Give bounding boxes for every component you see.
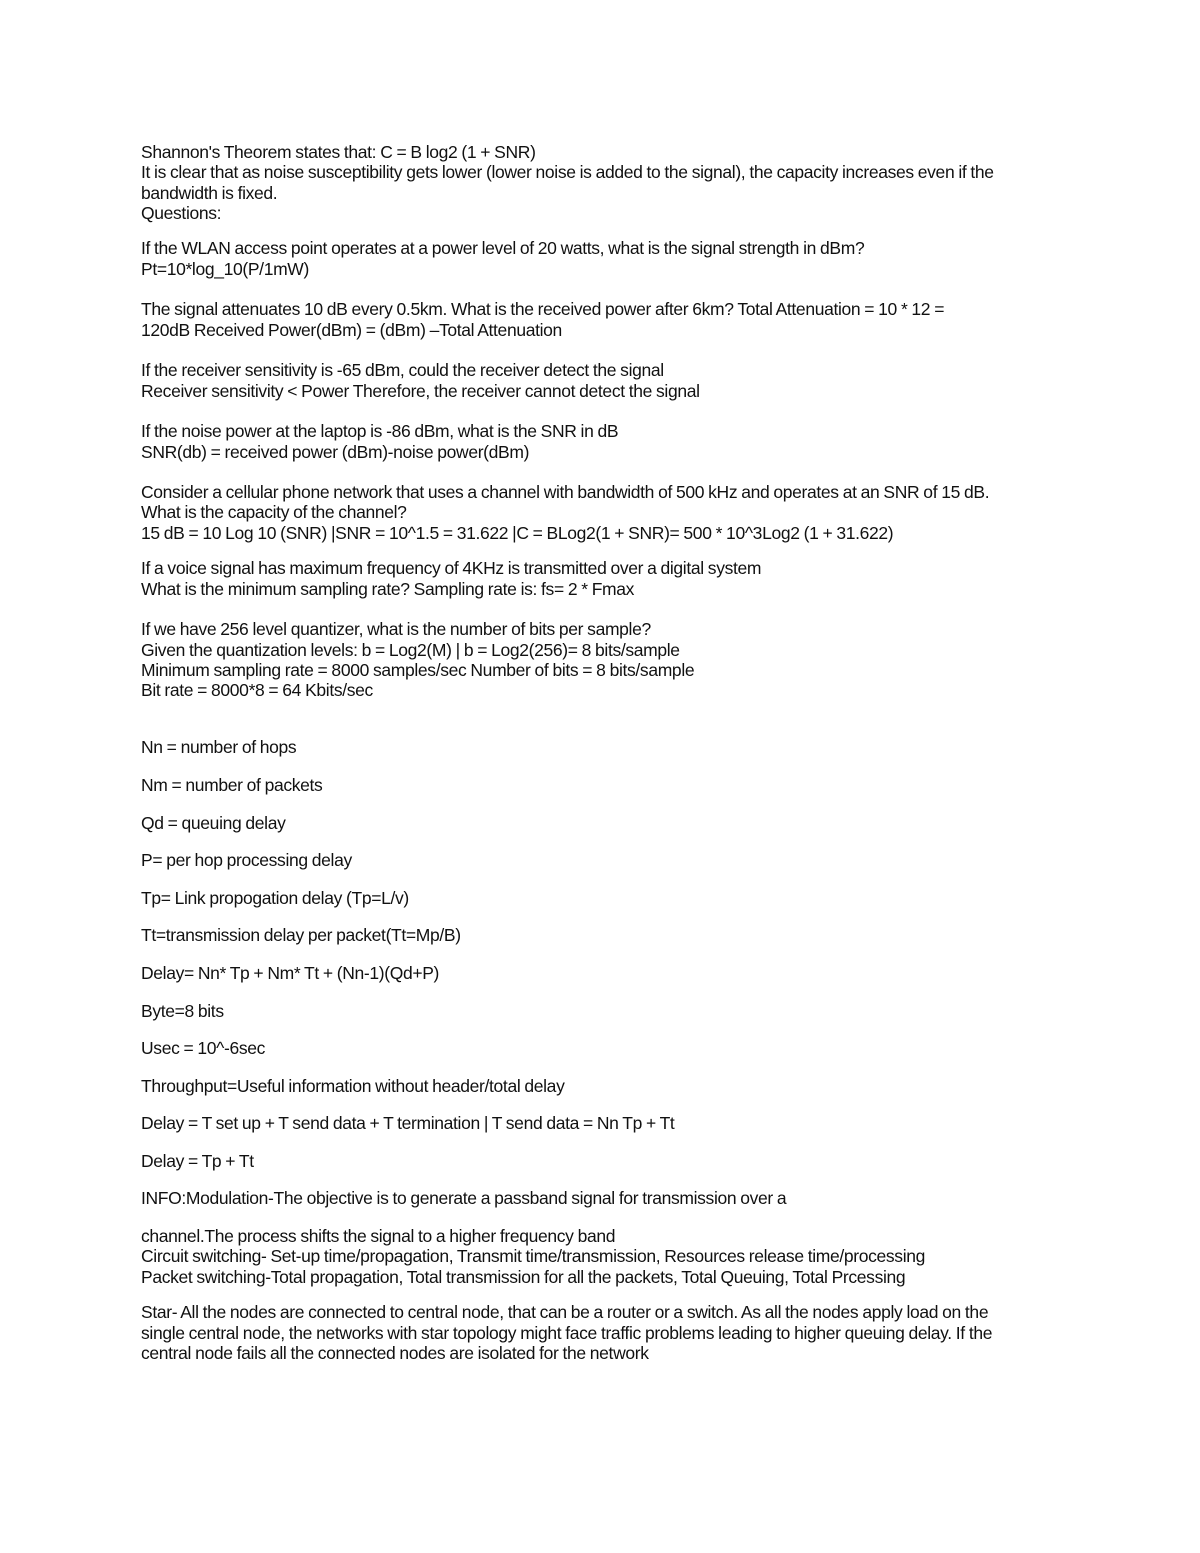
- answer-quantizer-line-1: Given the quantization levels: b = Log2(M) | b = Log2(256)= 8 bits/sample: [141, 640, 680, 660]
- shannon-statement: Shannon's Theorem states that: C = B log2 (1 + SNR): [141, 142, 536, 162]
- star-topology-line-3: central node fails all the connected nodes are isolated for the network: [141, 1343, 649, 1363]
- question-receiver-sensitivity: If the receiver sensitivity is -65 dBm, could the receiver detect the signal: [141, 360, 664, 380]
- question-attenuation-line-1: The signal attenuates 10 dB every 0.5km. What is the received power after 6km? Total Attenuation = 10 * 12 =: [141, 299, 945, 319]
- shannon-explanation-line-1: It is clear that as noise susceptibility gets lower (lower noise is added to the signal), the capacity increases even if the: [141, 162, 994, 182]
- questions-heading: Questions:: [141, 203, 222, 223]
- definition-tt: Tt=transmission delay per packet(Tt=Mp/B): [141, 925, 461, 945]
- question-attenuation-line-2: 120dB Received Power(dBm) = (dBm) –Total Attenuation: [141, 320, 562, 340]
- circuit-switching: Circuit switching- Set-up time/propagation, Transmit time/transmission, Resources release time/processing: [141, 1246, 926, 1266]
- info-modulation-line-2: channel.The process shifts the signal to a higher frequency band: [141, 1226, 616, 1246]
- definition-throughput: Throughput=Useful information without header/total delay: [141, 1076, 565, 1096]
- formula-delay-setup: Delay = T set up + T send data + T termination | T send data = Nn Tp + Tt: [141, 1113, 675, 1133]
- definition-qd: Qd = queuing delay: [141, 813, 286, 833]
- answer-quantizer-line-2: Minimum sampling rate = 8000 samples/sec Number of bits = 8 bits/sample: [141, 660, 695, 680]
- definition-nm: Nm = number of packets: [141, 775, 323, 795]
- definition-tp: Tp= Link propogation delay (Tp=L/v): [141, 888, 409, 908]
- definition-p: P= per hop processing delay: [141, 850, 352, 870]
- packet-switching: Packet switching-Total propagation, Total transmission for all the packets, Total Queuing, Total Prcessing: [141, 1267, 906, 1287]
- definition-usec: Usec = 10^-6sec: [141, 1038, 266, 1058]
- star-topology-line-1: Star- All the nodes are connected to central node, that can be a router or a switch. As all the nodes apply load on the: [141, 1302, 989, 1322]
- star-topology-line-2: single central node, the networks with star topology might face traffic problems leading to higher queuing delay. If the: [141, 1323, 993, 1343]
- definition-byte: Byte=8 bits: [141, 1001, 224, 1021]
- question-signal-strength: If the WLAN access point operates at a power level of 20 watts, what is the signal strength in dBm?: [141, 238, 865, 258]
- answer-quantizer-line-3: Bit rate = 8000*8 = 64 Kbits/sec: [141, 680, 373, 700]
- definition-nn: Nn = number of hops: [141, 737, 297, 757]
- answer-receiver-sensitivity: Receiver sensitivity < Power Therefore, the receiver cannot detect the signal: [141, 381, 700, 401]
- answer-sampling: What is the minimum sampling rate? Sampling rate is: fs= 2 * Fmax: [141, 579, 635, 599]
- question-sampling: If a voice signal has maximum frequency of 4KHz is transmitted over a digital system: [141, 558, 762, 578]
- info-modulation-line-1: INFO:Modulation-The objective is to generate a passband signal for transmission over a: [141, 1188, 787, 1208]
- shannon-explanation-line-2: bandwidth is fixed.: [141, 183, 278, 203]
- answer-signal-strength: Pt=10*log_10(P/1mW): [141, 259, 309, 279]
- formula-delay-simple: Delay = Tp + Tt: [141, 1151, 254, 1171]
- question-channel-capacity-line-2: What is the capacity of the channel?: [141, 502, 407, 522]
- question-quantizer: If we have 256 level quantizer, what is the number of bits per sample?: [141, 619, 651, 639]
- question-channel-capacity-line-1: Consider a cellular phone network that uses a channel with bandwidth of 500 kHz and operates at an SNR of 15 dB.: [141, 482, 990, 502]
- answer-snr: SNR(db) = received power (dBm)-noise power(dBm): [141, 442, 530, 462]
- formula-delay: Delay= Nn* Tp + Nm* Tt + (Nn-1)(Qd+P): [141, 963, 440, 983]
- question-snr: If the noise power at the laptop is -86 dBm, what is the SNR in dB: [141, 421, 619, 441]
- answer-channel-capacity: 15 dB = 10 Log 10 (SNR) |SNR = 10^1.5 = 31.622 |C = BLog2(1 + SNR)= 500 * 10^3Log2 (1 + 31.622): [141, 523, 894, 543]
